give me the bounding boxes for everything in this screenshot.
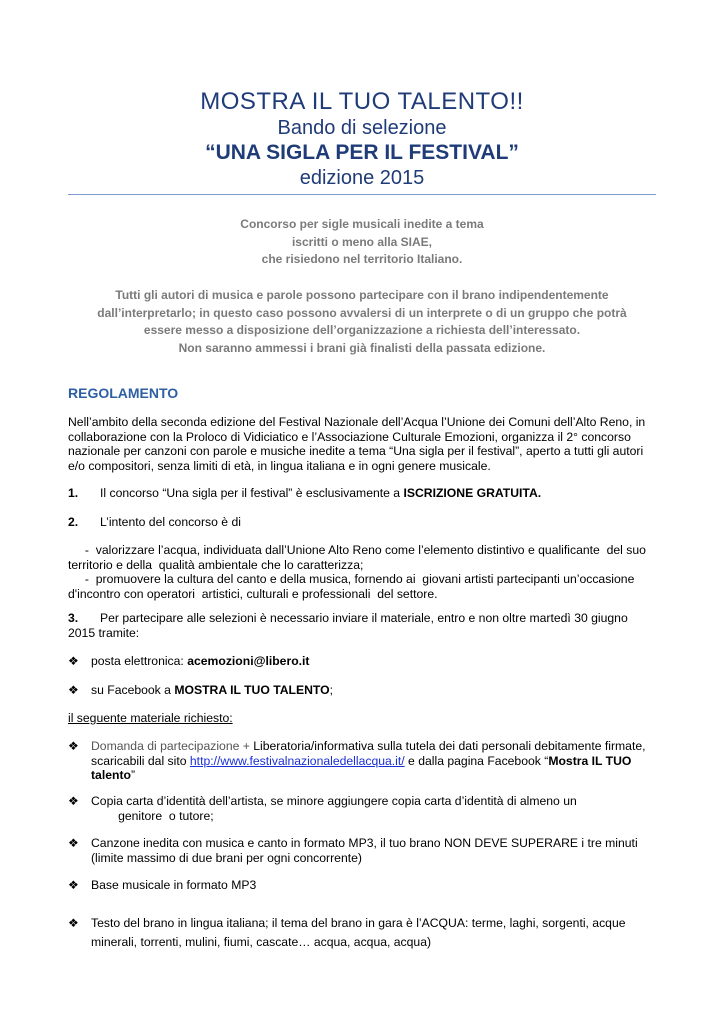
paragraph-line: Nell’ambito della seconda edizione del Festival Nazionale dell’Acqua l’Unione dei Comuni dell’Alto Reno, in xyxy=(68,415,646,429)
rule-item-3 xyxy=(68,611,628,640)
facebook-label: su Facebook a xyxy=(91,683,175,697)
intro-line: Tutti gli autori di musica e parole possono partecipare con il brano indipendentemente xyxy=(115,288,609,302)
material-text: ” xyxy=(130,768,136,782)
material-text: (limite massimo di due brani per ogni concorrente) xyxy=(91,850,362,865)
item-number: 1. xyxy=(68,486,79,500)
email-address[interactable]: acemozioni@libero.it xyxy=(187,654,310,668)
intro-line: Concorso per sigle musicali inedite a tema xyxy=(240,217,484,231)
material-heading: il seguente materiale richiesto: xyxy=(68,711,233,725)
material-text: Canzone inedita con musica e canto in formato MP3, il tuo brano NON DEVE SUPERARE i tre minuti xyxy=(91,836,638,850)
intro-line: che risiedono nel territorio Italiano. xyxy=(261,252,463,266)
section-heading-regolamento: REGOLAMENTO xyxy=(68,385,179,401)
send-option-facebook xyxy=(68,683,333,698)
detail-line: territorio e della qualità ambientale che lo caratterizza; xyxy=(68,557,364,572)
facebook-page-ref: Mostra IL TUO xyxy=(548,753,632,768)
material-text: Testo del brano in lingua italiana; il tema del brano in gara è l’ACQUA: terme, laghi, sorgenti, acque xyxy=(91,916,626,930)
diamond-bullet-icon: ❖ xyxy=(68,739,79,753)
title-divider xyxy=(68,194,656,195)
detail-line: - valorizzare l’acqua, individuata dall’Unione Alto Reno come l’elemento distintivo e qualificante del suo xyxy=(68,543,646,557)
paragraph-line: e/o compositori, senza limiti di età, in lingua italiana e in ogni genere musicale. xyxy=(68,458,491,473)
rule-item-1 xyxy=(68,486,541,501)
festival-website-link[interactable]: http://www.festivalnazionaledellacqua.it/ xyxy=(189,753,405,768)
facebook-page-name: MOSTRA IL TUO TALENTO xyxy=(174,683,330,697)
regolamento-paragraph xyxy=(68,415,645,473)
material-text: e dalla pagina Facebook “ xyxy=(404,753,549,768)
material-text: scaricabili dal sito xyxy=(91,753,190,768)
material-text: Base musicale in formato MP3 xyxy=(91,878,257,892)
page-subtitle: Bando di selezione xyxy=(277,117,447,139)
intro-line: iscritti o meno alla SIAE, xyxy=(291,234,433,249)
item-text: Il concorso “Una sigla per il festival” è esclusivamente a xyxy=(100,486,404,500)
item-text: L’intento del concorso è di xyxy=(100,515,241,529)
intro-line: dall’interpretarlo; in questo caso possono avvalersi di un interprete o di un gruppo che potrà xyxy=(97,305,627,320)
rule-item-2 xyxy=(68,515,241,530)
facebook-end: ; xyxy=(329,683,334,697)
contest-title: “UNA SIGLA PER IL FESTIVAL” xyxy=(205,141,519,164)
paragraph-line: collaborazione con la Proloco di Vidiciatico e l’Associazione Culturale Emozioni, organizza il 2° concorso xyxy=(68,429,631,444)
intro-line: Non saranno ammessi i brani già finalisti della passata edizione. xyxy=(178,340,546,355)
intro-block-2 xyxy=(60,287,664,357)
item-number: 2. xyxy=(68,515,79,529)
diamond-bullet-icon: ❖ xyxy=(68,794,79,808)
material-text: Copia carta d’identità dell’artista, se minore aggiungere copia carta d’identità di almeno un xyxy=(91,794,577,808)
item-text: Per partecipare alle selezioni è necessario inviare il materiale, entro e non oltre martedì 30 giugno xyxy=(100,611,628,625)
facebook-page-ref-cont: talento xyxy=(91,768,131,782)
material-text: genitore o tutore; xyxy=(91,808,214,823)
diamond-bullet-icon: ❖ xyxy=(68,916,79,930)
item-text: 2015 tramite: xyxy=(68,625,140,640)
material-text: Liberatoria/informativa sulla tutela dei dati personali debitamente firmate, xyxy=(253,739,646,753)
intro-line: essere messo a disposizione dell’organizzazione a richiesta dell’interessato. xyxy=(143,323,581,337)
rule-item-2-details xyxy=(68,543,646,601)
material-item-id-card xyxy=(68,794,577,823)
page-title: MOSTRA IL TUO TALENTO!! xyxy=(200,88,524,115)
paragraph-line: nazionale per canzoni con parole e musiche inedite a tema “Una sigla per il festival”, aperto a tutti gli autori xyxy=(68,444,644,458)
item-number: 3. xyxy=(68,611,79,625)
intro-block-1 xyxy=(60,216,664,269)
send-option-email xyxy=(68,654,309,669)
detail-line: d'incontro con operatori artistici, culturali e professionali del settore. xyxy=(68,586,438,601)
material-text: Domanda di partecipazione + xyxy=(91,739,254,753)
item-emphasis: ISCRIZIONE GRATUITA. xyxy=(403,486,542,500)
material-item-song xyxy=(68,836,638,865)
material-text: minerali, torrenti, mulini, fiumi, cascate… acqua, acqua, acqua) xyxy=(91,935,432,949)
diamond-bullet-icon: ❖ xyxy=(68,836,79,850)
email-label: posta elettronica: xyxy=(91,654,188,668)
material-item-backing-track xyxy=(68,878,256,893)
diamond-bullet-icon: ❖ xyxy=(68,683,79,697)
detail-line: - promuovere la cultura del canto e della musica, fornendo ai giovani artisti partecipanti un’occasione xyxy=(68,572,635,586)
material-item-lyrics xyxy=(68,914,626,952)
diamond-bullet-icon: ❖ xyxy=(68,654,79,668)
edition-label: edizione 2015 xyxy=(299,167,425,189)
diamond-bullet-icon: ❖ xyxy=(68,878,79,892)
material-item-application xyxy=(68,739,646,783)
